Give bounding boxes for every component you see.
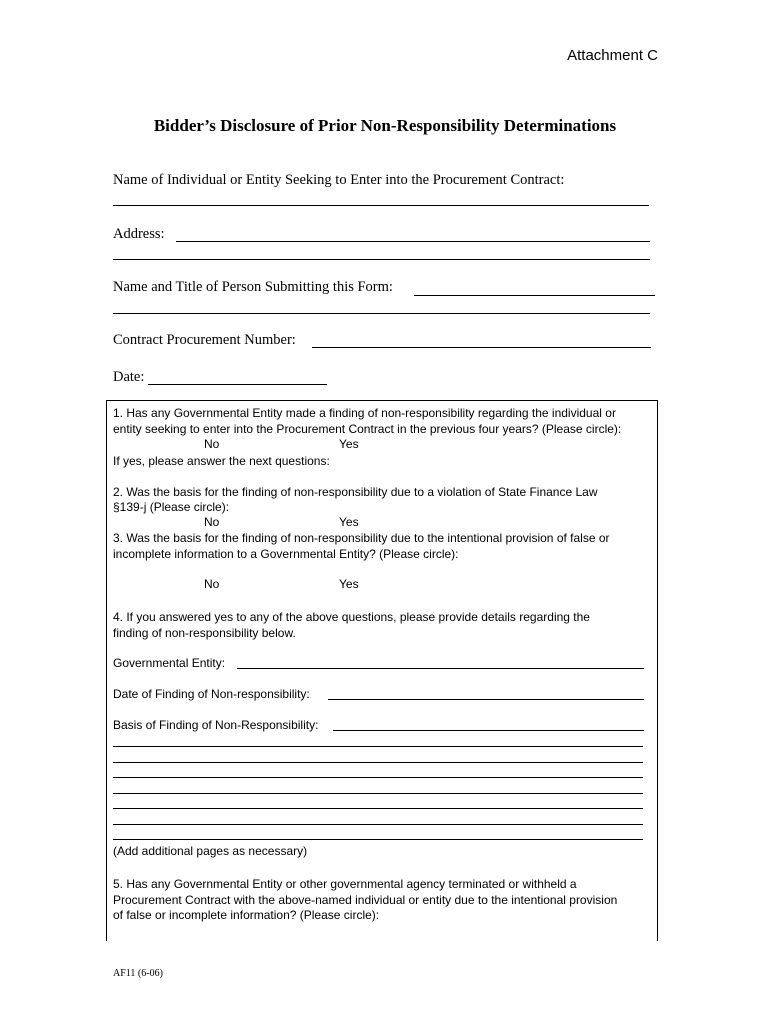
basis-line[interactable] bbox=[113, 839, 643, 840]
basis-line[interactable] bbox=[113, 762, 643, 763]
basis-line-0[interactable] bbox=[333, 730, 644, 731]
basis-line[interactable] bbox=[113, 746, 643, 747]
q2-no-option[interactable]: No bbox=[204, 515, 220, 529]
submitter-field-label: Name and Title of Person Submitting this Form: bbox=[113, 279, 393, 295]
q3-line-2: incomplete information to a Governmental Entity? (Please circle): bbox=[113, 547, 459, 561]
q1-no-option[interactable]: No bbox=[204, 437, 220, 451]
name-field-label: Name of Individual or Entity Seeking to Enter into the Procurement Contract: bbox=[113, 172, 565, 188]
address-field-line-2[interactable] bbox=[113, 259, 650, 260]
q3-no-option[interactable]: No bbox=[204, 577, 220, 591]
date-finding-label: Date of Finding of Non-responsibility: bbox=[113, 687, 310, 701]
q3-yes-option[interactable]: Yes bbox=[339, 577, 359, 591]
q2-line-1: 2. Was the basis for the finding of non-responsibility due to a violation of State Finance Law bbox=[113, 485, 598, 499]
procurement-number-label: Contract Procurement Number: bbox=[113, 332, 296, 348]
gov-entity-label: Governmental Entity: bbox=[113, 656, 226, 670]
basis-line[interactable] bbox=[113, 808, 643, 809]
date-field-label: Date: bbox=[113, 369, 145, 385]
basis-label: Basis of Finding of Non-Responsibility: bbox=[113, 718, 319, 732]
basis-line[interactable] bbox=[113, 793, 643, 794]
address-field-label: Address: bbox=[113, 226, 165, 242]
name-field-line[interactable] bbox=[113, 205, 649, 206]
q1-line-2: entity seeking to enter into the Procurement Contract in the previous four years? (Please circle): bbox=[113, 422, 622, 436]
basis-line[interactable] bbox=[113, 777, 643, 778]
add-pages-note: (Add additional pages as necessary) bbox=[113, 844, 308, 858]
q1-line-1: 1. Has any Governmental Entity made a finding of non-responsibility regarding the individual or bbox=[113, 406, 616, 420]
gov-entity-line[interactable] bbox=[237, 668, 644, 669]
address-field-line-1[interactable] bbox=[176, 241, 650, 242]
q3-line-1: 3. Was the basis for the finding of non-responsibility due to the intentional provision of false or bbox=[113, 531, 610, 545]
basis-line[interactable] bbox=[113, 824, 643, 825]
date-finding-line[interactable] bbox=[328, 699, 644, 700]
page-title: Bidder’s Disclosure of Prior Non-Responsibility Determinations bbox=[153, 116, 617, 135]
submitter-field-line-1[interactable] bbox=[414, 295, 655, 296]
q1-followup: If yes, please answer the next questions: bbox=[113, 454, 330, 468]
submitter-field-line-2[interactable] bbox=[113, 313, 650, 314]
attachment-label: Attachment C bbox=[567, 47, 658, 64]
q4-line-1: 4. If you answered yes to any of the above questions, please provide details regarding the bbox=[113, 610, 590, 624]
q4-line-2: finding of non-responsibility below. bbox=[113, 626, 296, 640]
date-field-line[interactable] bbox=[148, 384, 327, 385]
q2-yes-option[interactable]: Yes bbox=[339, 515, 359, 529]
q2-line-2: §139-j (Please circle): bbox=[113, 500, 230, 514]
q5-line-3: of false or incomplete information? (Please circle): bbox=[113, 908, 380, 922]
q1-yes-option[interactable]: Yes bbox=[339, 437, 359, 451]
procurement-number-line[interactable] bbox=[312, 347, 651, 348]
form-code: AF11 (6-06) bbox=[113, 968, 163, 979]
q5-line-1: 5. Has any Governmental Entity or other governmental agency terminated or withheld a bbox=[113, 877, 577, 891]
q5-line-2: Procurement Contract with the above-named individual or entity due to the intentional provision bbox=[113, 893, 618, 907]
